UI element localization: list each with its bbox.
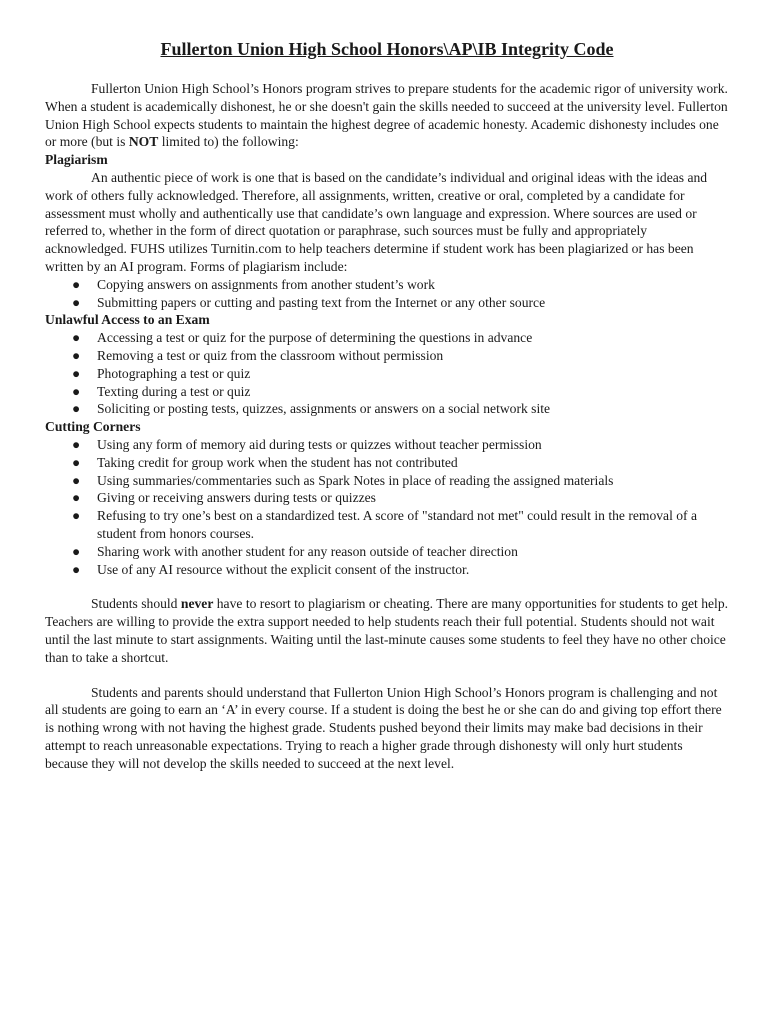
cutting-corners-list — [45, 436, 729, 578]
bullet-icon: ● — [72, 543, 81, 559]
list-item-text: Soliciting or posting tests, quizzes, assignments or answers on a social network site — [97, 401, 551, 417]
closing1-text-end: have to resort to plagiarism or cheating. There are many opportunities for students to get help. Teachers are willing to provide the extra support needed to help students reach their full potential. Students should not wait until the last minute to start assignments. Waiting until the last-minute causes some students to feel they have no other choice than to take a shortcut. — [45, 596, 729, 665]
list-item — [45, 507, 729, 543]
list-item — [45, 365, 729, 383]
bullet-icon: ● — [72, 294, 81, 310]
intro-text-start: Fullerton Union High School’s Honors program strives to prepare students for the academic rigor of university work. When a student is academically dishonest, he or she doesn't gain the skills needed to succeed at the university level. Fullerton Union High School expects students to maintain the highest degree of academic honesty. Academic dishonesty includes one or more (but is — [45, 81, 728, 150]
bullet-icon: ● — [72, 508, 81, 524]
cutting-corners-heading: Cutting Corners — [45, 419, 141, 435]
intro-bold-not: NOT — [128, 134, 159, 150]
intro-paragraph — [45, 80, 729, 151]
closing1-text-start: Students should — [91, 596, 181, 612]
list-item-text: Removing a test or quiz from the classroom without permission — [97, 347, 444, 363]
list-item — [45, 383, 729, 401]
unlawful-access-heading: Unlawful Access to an Exam — [45, 312, 210, 328]
list-item — [45, 472, 729, 490]
bullet-icon: ● — [72, 401, 81, 417]
list-item-text: Photographing a test or quiz — [97, 365, 251, 381]
list-item-text: Use of any AI resource without the explicit consent of the instructor. — [97, 561, 470, 577]
list-item — [45, 294, 729, 312]
list-item — [45, 347, 729, 365]
bullet-icon: ● — [72, 436, 81, 452]
bullet-icon: ● — [72, 330, 81, 346]
intro-text-end: limited to) the following: — [158, 134, 299, 150]
plagiarism-list — [45, 276, 729, 312]
bullet-icon: ● — [72, 490, 81, 506]
closing1-bold-never: never — [180, 596, 214, 612]
list-item-text: Submitting papers or cutting and pasting text from the Internet or any other source — [97, 294, 546, 310]
list-item — [45, 329, 729, 347]
closing-paragraph-2: Students and parents should understand that Fullerton Union High School’s Honors program is challenging and not all students are going to earn an ‘A’ in every course. If a student is doing the best he or she can do and giving top effort there is nothing wrong with not having the highest grade. Students pushed beyond their limits may make bad decisions in their attempt to reach unreasonable expectations. Trying to reach a higher grade through dishonesty will only hurt students because they will not develop the skills needed to succeed at the next level. — [45, 684, 722, 771]
list-item — [45, 436, 729, 454]
list-item — [45, 276, 729, 294]
bullet-icon: ● — [72, 454, 81, 470]
list-item-text: Giving or receiving answers during tests or quizzes — [97, 490, 376, 506]
plagiarism-paragraph: An authentic piece of work is one that is based on the candidate’s individual and original ideas with the ideas and work of others fully acknowledged. Therefore, all assignments, written, creative or oral, completed by a candidate for assessment must wholly and authentically use that candidate’s own language and expression. Where sources are used or referred to, whether in the form of direct quotation or paraphrase, such sources must be fully and appropriately acknowledged. FUHS utilizes Turnitin.com to help teachers determine if student work has been plagiarized or has been written by an AI program. Forms of plagiarism include: — [45, 169, 708, 274]
list-item — [45, 543, 729, 561]
list-item-text: Using any form of memory aid during tests or quizzes without teacher permission — [97, 436, 542, 452]
list-item — [45, 400, 729, 418]
list-item-text: Taking credit for group work when the student has not contributed — [97, 454, 458, 470]
bullet-icon: ● — [72, 365, 81, 381]
bullet-icon: ● — [72, 347, 81, 363]
list-item-text: Copying answers on assignments from another student’s work — [97, 276, 435, 292]
list-item — [45, 489, 729, 507]
list-item-text: Sharing work with another student for any reason outside of teacher direction — [97, 543, 518, 559]
list-item-text: Accessing a test or quiz for the purpose of determining the questions in advance — [97, 330, 533, 346]
bullet-icon: ● — [72, 276, 81, 292]
plagiarism-heading: Plagiarism — [45, 152, 108, 168]
list-item-text: Refusing to try one’s best on a standardized test. A score of "standard not met" could result in the removal of a student from honors courses. — [97, 508, 698, 541]
list-item-text: Using summaries/commentaries such as Spark Notes in place of reading the assigned materials — [97, 472, 614, 488]
page-title: Fullerton Union High School Honors\AP\IB Integrity Code — [160, 39, 614, 59]
bullet-icon: ● — [72, 383, 81, 399]
list-item-text: Texting during a test or quiz — [97, 383, 251, 399]
list-item — [45, 561, 729, 579]
document-page — [45, 38, 729, 772]
unlawful-access-list — [45, 329, 729, 418]
list-item — [45, 454, 729, 472]
bullet-icon: ● — [72, 561, 81, 577]
closing-paragraph-1 — [45, 595, 729, 666]
bullet-icon: ● — [72, 472, 81, 488]
